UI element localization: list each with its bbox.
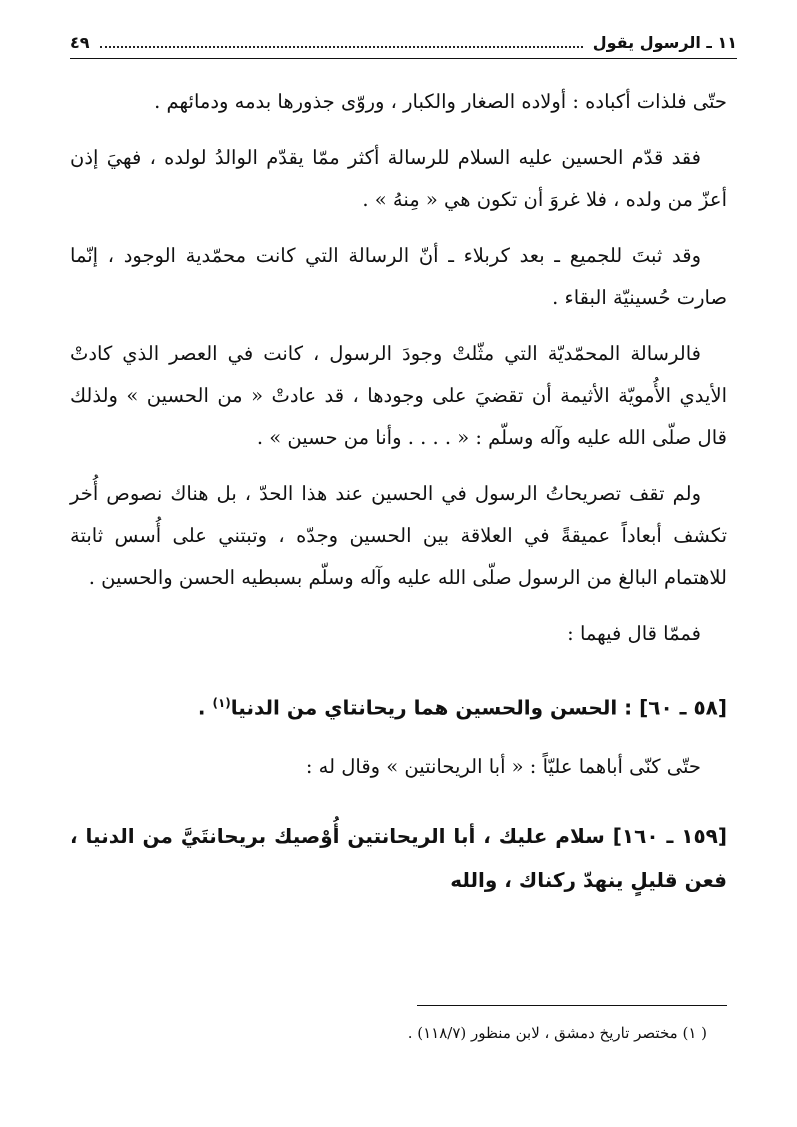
header-leader-dots <box>100 45 583 48</box>
paragraph-5: ولم تقف تصريحاتُ الرسول في الحسين عند هذا الحدّ ، بل هناك نصوص أُخر تكشف أبعاداً عميقةً في العلاقة بين الحسين وجدّه ، وتبتني على أُسس ثابتة للاهتمام البالغ من الرسول صلّى الله عليه وآله وسلّم بسبطيه الحسن والحسين . <box>70 482 727 589</box>
footnote-rule <box>417 1005 727 1006</box>
document-page <box>70 30 737 1127</box>
hadith-2-number: [١٥٩ ـ ١٦٠] <box>612 823 727 848</box>
running-header <box>70 30 737 54</box>
hadith-1-text: : الحسن والحسين هما ريحانتاي من الدنيا <box>230 695 633 720</box>
paragraph-4: فالرسالة المحمّديّة التي مثّلتْ وجودَ الرسول ، كانت في العصر الذي كادتْ الأيدي الأُمويّة الأثيمة أن تقضيَ على وجودها ، قد عادتْ « من الحسين » ولذلك قال صلّى الله عليه وآله وسلّم : « . . . . وأنا من حسين » . <box>70 342 727 449</box>
paragraph-1: حتّى فلذات أكباده : أولاده الصغار والكبار ، وروّى جذورها بدمه ودمائهم . <box>154 90 727 113</box>
paragraph-2: فقد قدّم الحسين عليه السلام للرسالة أكثر ممّا يقدّم الوالدُ لولده ، فهيَ إذن أعزّ من ولده ، فلا غروَ أن تكون هي « مِنهُ » . <box>70 146 727 211</box>
hadith-1 <box>70 681 727 730</box>
paragraph-6: فممّا قال فيهما : <box>567 622 701 645</box>
hadith-2-text: سلام عليك ، أبا الريحانتين أُوْصيك بريحانتَيَّ من الدنيا ، فعن قليلٍ ينهدّ ركناك ، والله <box>70 823 727 892</box>
chapter-title: ١١ ـ الرسول يقول <box>592 32 737 52</box>
footnote-ref[interactable]: (١) <box>212 696 231 710</box>
header-rule <box>70 58 737 59</box>
hadith-2 <box>70 814 727 902</box>
paragraph-3: وقد ثبتَ للجميع ـ بعد كربلاء ـ أنّ الرسالة التي كانت محمّدية الوجود ، إنّما صارت حُسينيّة البقاء . <box>70 244 727 309</box>
hadith-1-end: . <box>197 695 206 720</box>
page-number: ٤٩ <box>70 32 90 52</box>
transition-paragraph: حتّى كنّى أباهما عليّاً : « أبا الريحانتين » وقال له : <box>305 754 701 778</box>
hadith-1-number: [٥٨ ـ ٦٠] <box>639 695 727 720</box>
footnote: ( ١) مختصر تاريخ دمشق ، لابن منظور (١١٨/٧) . <box>407 1024 707 1042</box>
